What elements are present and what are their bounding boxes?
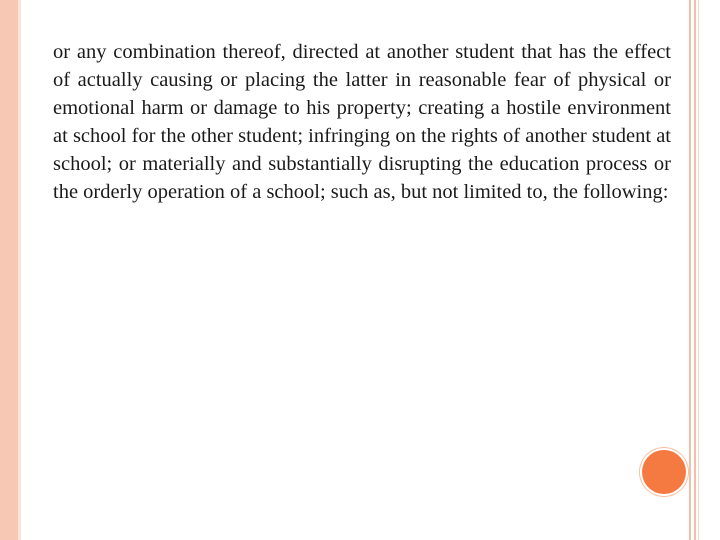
left-border-edge-decoration xyxy=(18,0,21,540)
left-border-decoration xyxy=(0,0,18,540)
body-text: or any combination thereof, directed at another student that has the effect of actually causing or placing the latter in reasonable fear of physical or emotional harm or damage to his property; creating a hostile environment at school for the other student; infringing on the rights of another student at school; or materially and substantially disrupting the education process or the orderly operation of a school; such as, but not limited to, the following: xyxy=(53,41,671,203)
right-rule-decoration xyxy=(689,0,691,540)
accent-circle-icon xyxy=(642,450,686,494)
right-rule-decoration xyxy=(694,0,696,540)
right-rule-decoration xyxy=(698,0,699,540)
